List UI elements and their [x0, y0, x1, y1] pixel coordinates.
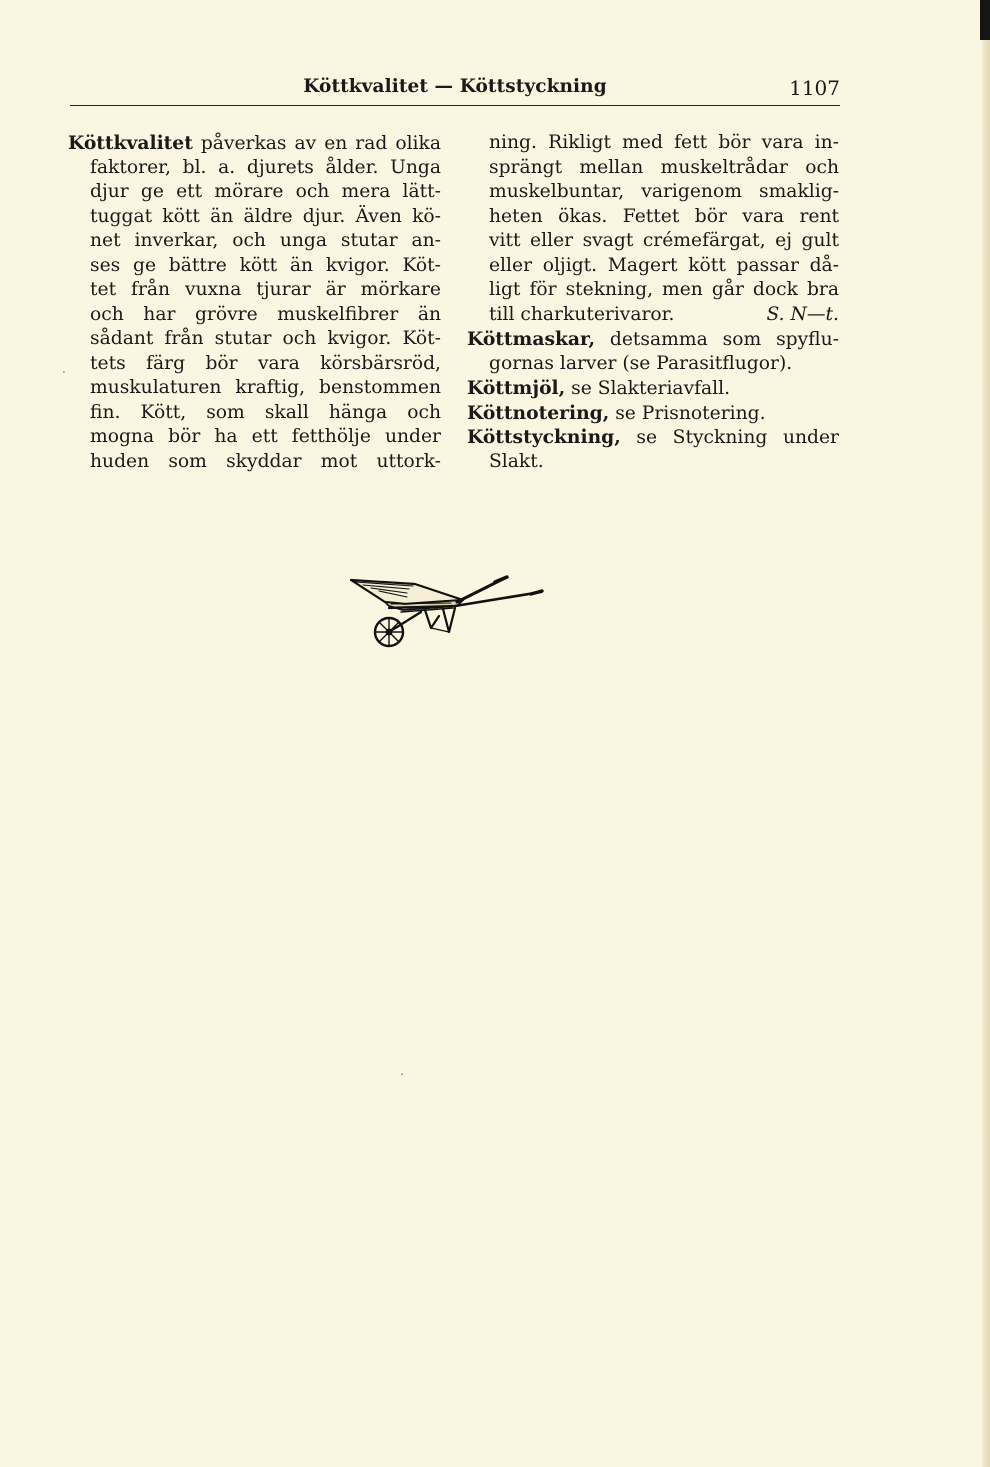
page-number: 1107 — [789, 76, 840, 100]
header-title: Köttkvalitet — Köttstyckning — [303, 76, 607, 97]
text-line: tets färg bör vara körsbärsröd, — [90, 352, 441, 374]
running-header — [70, 76, 840, 106]
left-column — [68, 131, 441, 474]
text-line: ses ge bättre kött än kvigor. Köt- — [90, 254, 441, 276]
text-line: sprängt mellan muskeltrådar och — [489, 156, 839, 178]
text-line: net inverkar, och unga stutar an- — [90, 230, 441, 251]
wheelbarrow-icon — [345, 572, 545, 654]
text-line: faktorer, bl. a. djurets ålder. Unga — [90, 156, 441, 178]
text-line: eller oljigt. Magert kött passar då- — [489, 254, 839, 276]
text-line: muskulaturen kraftig, benstommen — [90, 377, 441, 398]
headword: Köttmaskar, — [467, 328, 596, 350]
entry-kottstyckning: Köttstyckning, se Styckning under — [467, 426, 839, 448]
page-edge — [982, 0, 990, 1467]
scan-corner — [980, 0, 990, 40]
text-line: Köttkvalitet påverkas av en rad olika — [68, 132, 441, 154]
entry-kottnotering: Köttnotering, se Prisnotering. — [467, 401, 766, 424]
text-line: huden som skyddar mot uttork- — [90, 450, 441, 472]
text-line: till charkuterivaror. S. N—t. — [467, 303, 839, 328]
text-line: Slakt. — [489, 450, 544, 472]
text-line: fin. Kött, som skall hänga och — [90, 401, 441, 423]
text-line: sådant från stutar och kvigor. Köt- — [90, 328, 441, 349]
headword-kottkvalitet: Köttkvalitet — [68, 132, 193, 154]
text-line: tet från vuxna tjurar är mörkare — [90, 279, 441, 300]
header-rule — [70, 105, 840, 106]
text-line: mogna bör ha ett fetthölje under — [90, 426, 441, 447]
headword: Köttmjöl, — [467, 377, 566, 399]
headword: Köttstyckning, — [467, 426, 621, 448]
text-line: gornas larver (se Parasitflugor). — [489, 352, 793, 374]
print-speck: . — [400, 1064, 404, 1078]
text-line: djur ge ett mörare och mera lätt- — [90, 181, 441, 202]
author-signature: S. N—t. — [766, 303, 839, 325]
text-line: vitt eller svagt crémefärgat, ej gult — [489, 230, 839, 251]
headword: Köttnotering, — [467, 401, 610, 424]
right-column — [467, 131, 839, 474]
text-line: tuggat kött än äldre djur. Även kö- — [90, 205, 441, 227]
entry-kottmjol: Köttmjöl, se Slakteriavfall. — [467, 377, 731, 399]
entry-kottmaskar: Köttmaskar, detsamma som spyflu- — [467, 328, 839, 350]
text-line: heten ökas. Fettet bör vara rent — [489, 205, 839, 227]
text-line: och har grövre muskelfibrer än — [90, 303, 441, 325]
text-line: ligt för stekning, men går dock bra — [489, 279, 839, 300]
print-speck: . — [62, 362, 66, 376]
text-line: ning. Rikligt med fett bör vara in- — [489, 132, 839, 153]
text-line: muskelbuntar, varigenom smaklig- — [489, 181, 839, 202]
